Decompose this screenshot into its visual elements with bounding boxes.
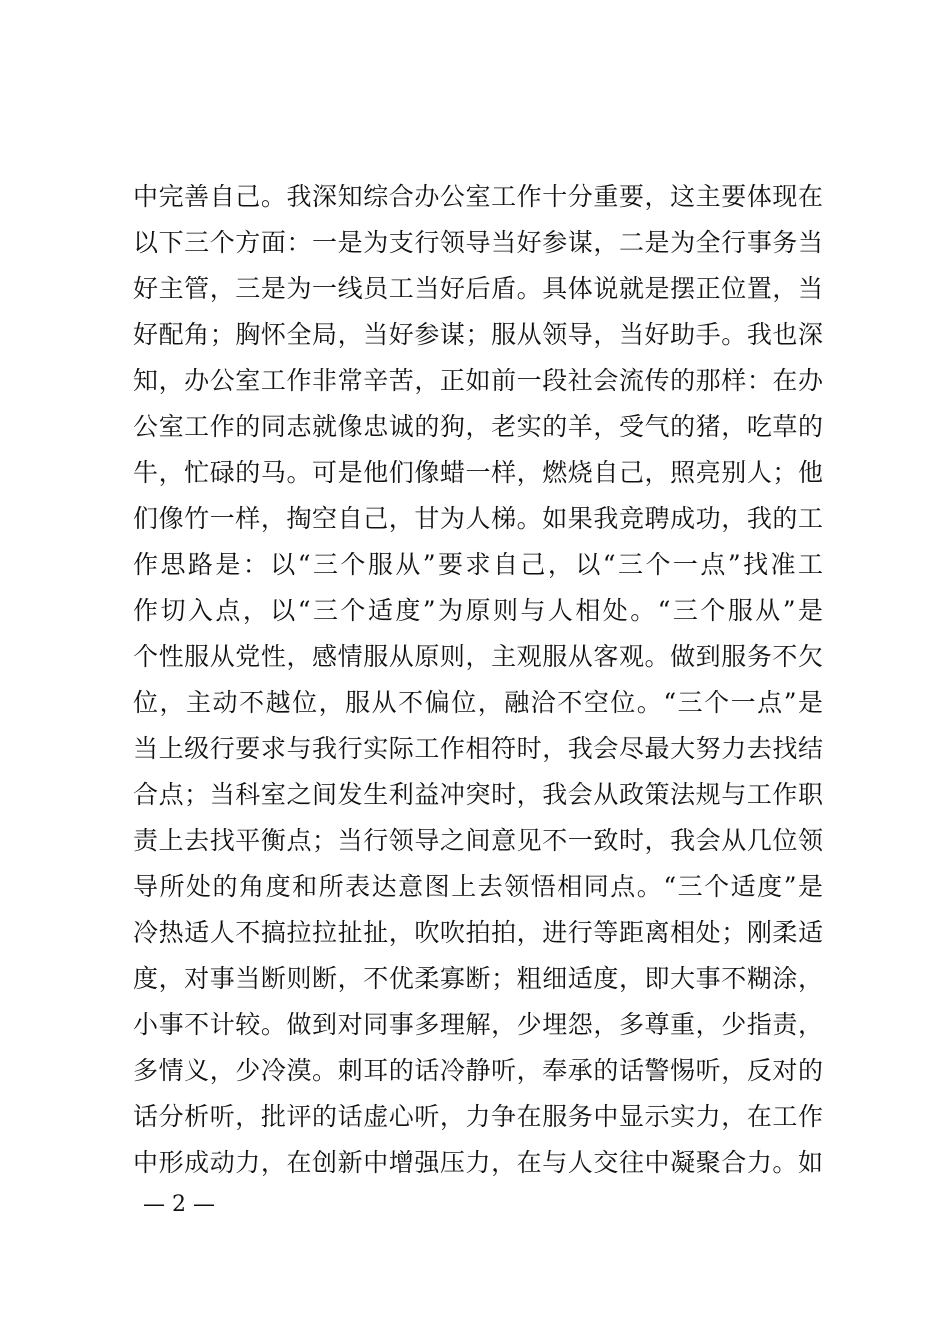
text-line: 作思路是：以“三个服从”要求自己，以“三个一点”找准工	[133, 550, 823, 579]
text-line: 导所处的角度和所表达意图上去领悟相同点。“三个适度”是	[133, 872, 823, 901]
text-line: 多情义，少冷漠。刺耳的话冷静听，奉承的话警惕听，反对的	[133, 1056, 823, 1085]
text-line: 中形成动力，在创新中增强压力，在与人交往中凝聚合力。如	[133, 1148, 823, 1177]
text-line: 好主管，三是为一线员工当好后盾。具体说就是摆正位置，当	[133, 274, 823, 303]
text-line: 中完善自己。我深知综合办公室工作十分重要，这主要体现在	[133, 182, 823, 211]
text-line: 小事不计较。做到对同事多理解，少埋怨，多尊重，少指责，	[133, 1010, 823, 1039]
text-line: 以下三个方面：一是为支行领导当好参谋，二是为全行事务当	[133, 228, 823, 257]
text-line: 们像竹一样，掏空自己，甘为人梯。如果我竞聘成功，我的工	[133, 504, 823, 533]
text-line: 公室工作的同志就像忠诚的狗，老实的羊，受气的猪，吃草的	[133, 412, 823, 441]
text-line: 话分析听，批评的话虚心听，力争在服务中显示实力，在工作	[133, 1102, 823, 1131]
text-line: 当上级行要求与我行实际工作相符时，我会尽最大努力去找结	[133, 734, 823, 763]
body-text	[133, 174, 823, 1186]
text-line: 合点；当科室之间发生利益冲突时，我会从政策法规与工作职	[133, 780, 823, 809]
text-line: 责上去找平衡点；当行领导之间意见不一致时，我会从几位领	[133, 826, 823, 855]
text-line: 度，对事当断则断，不优柔寡断；粗细适度，即大事不糊涂，	[133, 964, 823, 993]
text-line: 位，主动不越位，服从不偏位，融洽不空位。“三个一点”是	[133, 688, 823, 717]
text-line: 好配角；胸怀全局，当好参谋；服从领导，当好助手。我也深	[133, 320, 823, 349]
text-line: 个性服从党性，感情服从原则，主观服从客观。做到服务不欠	[133, 642, 823, 671]
text-line: 知，办公室工作非常辛苦，正如前一段社会流传的那样：在办	[133, 366, 823, 395]
text-line: 牛，忙碌的马。可是他们像蜡一样，燃烧自己，照亮别人；他	[133, 458, 823, 487]
text-line: 冷热适人不搞拉拉扯扯，吹吹拍拍，进行等距离相处；刚柔适	[133, 918, 823, 947]
text-line: 作切入点，以“三个适度”为原则与人相处。“三个服从”是	[133, 596, 823, 625]
page-number: — 2 —	[143, 1192, 215, 1217]
